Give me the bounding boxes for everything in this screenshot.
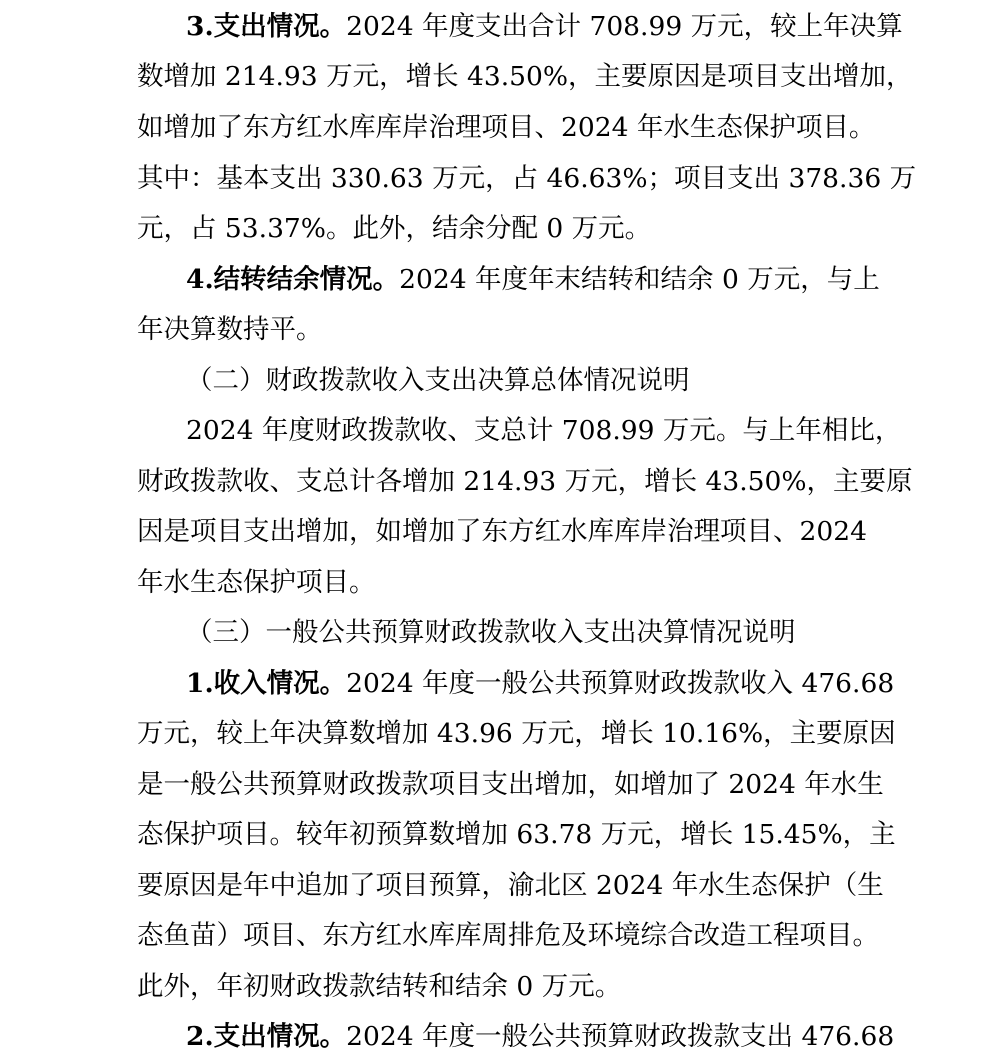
paragraph-text: 2024 年度财政拨款收、支总计 708.99 万元。与上年相比， [186, 415, 902, 446]
paragraph-lead: 1.收入情况。 [186, 668, 347, 699]
paragraph-text: 元，占 53.37%。此外，结余分配 0 万元。 [137, 213, 652, 244]
paragraph-text: 态保护项目。较年初预算数增加 63.78 万元，增长 15.45%，主 [137, 819, 896, 850]
paragraph-line [137, 204, 882, 255]
paragraph-lead: 4.结转结余情况。 [186, 264, 400, 295]
paragraph-line [137, 558, 882, 609]
paragraph-text: 要原因是年中追加了项目预算，渝北区 2024 年水生态保护（生 [137, 870, 884, 901]
paragraph-line [186, 406, 902, 457]
paragraph-line [186, 2, 903, 53]
paragraph-text: 年决算数持平。 [137, 314, 323, 345]
paragraph-text: 2024 年度年末结转和结余 0 万元，与上 [399, 264, 880, 295]
paragraph-text: 2024 年度支出合计 708.99 万元，较上年决算 [346, 11, 903, 42]
paragraph-text: 2024 年度一般公共预算财政拨款支出 476.68 [346, 1021, 895, 1052]
paragraph-line [186, 1012, 895, 1063]
paragraph-line [137, 962, 882, 1013]
paragraph-text: 财政拨款收、支总计各增加 214.93 万元，增长 43.50%，主要原 [137, 466, 913, 497]
paragraph-line [186, 255, 886, 306]
paragraph-lead: 3.支出情况。 [186, 11, 347, 42]
section-heading-text: （三）一般公共预算财政拨款收入支出决算情况说明 [186, 617, 796, 648]
paragraph-line [137, 457, 913, 508]
paragraph-line [137, 911, 897, 962]
paragraph-line [137, 861, 882, 912]
paragraph-lead: 2.支出情况。 [186, 1021, 347, 1052]
paragraph-line [137, 507, 882, 558]
section-heading [186, 356, 886, 407]
paragraph-text: 如增加了东方红水库库岸治理项目、2024 年水生态保护项目。 [137, 112, 876, 143]
paragraph-text: 年水生态保护项目。 [137, 567, 376, 598]
paragraph-line [137, 103, 882, 154]
paragraph-line [137, 709, 896, 760]
paragraph-text: 是一般公共预算财政拨款项目支出增加，如增加了 2024 年水生 [137, 769, 884, 800]
paragraph-text: 态鱼苗）项目、东方红水库库周排危及环境综合改造工程项目。 [137, 920, 879, 951]
paragraph-line [137, 810, 896, 861]
paragraph-line [137, 760, 882, 811]
paragraph-text: 数增加 214.93 万元，增长 43.50%，主要原因是项目支出增加， [137, 61, 913, 92]
paragraph-text: 万元，较上年决算数增加 43.96 万元，增长 10.16%，主要原因 [137, 718, 896, 749]
paragraph-text: 此外，年初财政拨款结转和结余 0 万元。 [137, 971, 622, 1002]
paragraph-text: 因是项目支出增加，如增加了东方红水库库岸治理项目、2024 [137, 516, 867, 547]
section-heading [186, 608, 886, 659]
paragraph-line [137, 154, 917, 205]
paragraph-line [186, 659, 895, 710]
paragraph-text: 其中：基本支出 330.63 万元，占 46.63%；项目支出 378.36 万 [137, 163, 917, 194]
paragraph-text: 2024 年度一般公共预算财政拨款收入 476.68 [346, 668, 895, 699]
paragraph-line [137, 305, 882, 356]
section-heading-text: （二）财政拨款收入支出决算总体情况说明 [186, 365, 690, 396]
paragraph-line [137, 52, 913, 103]
